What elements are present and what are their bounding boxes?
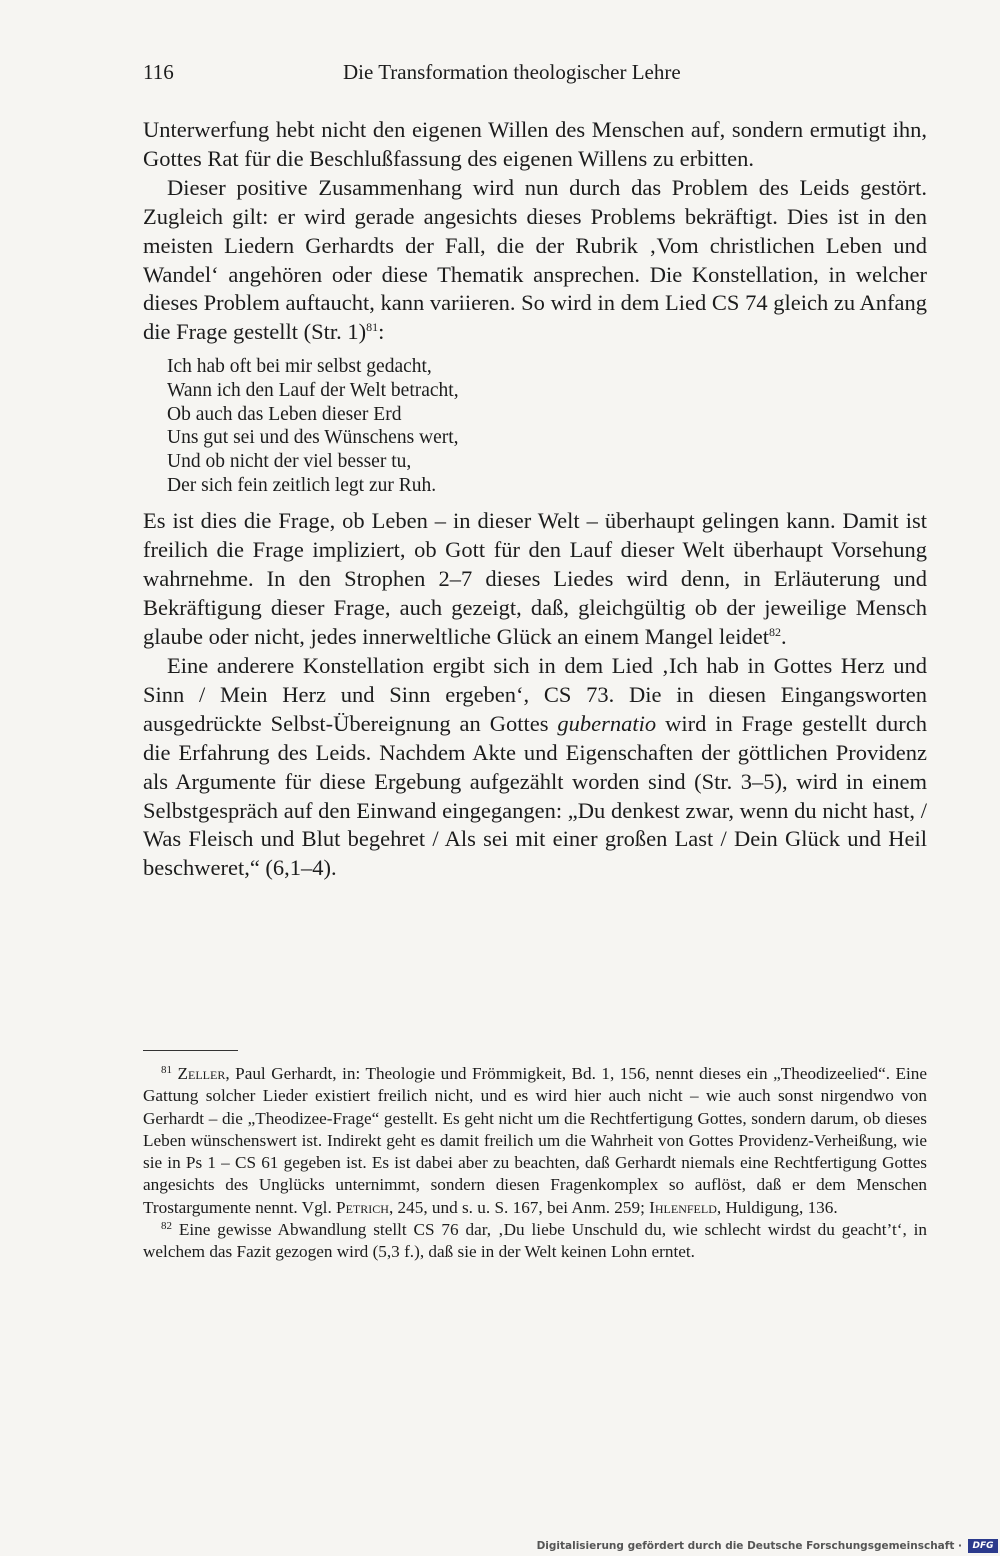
verse-line: Und ob nicht der viel besser tu, <box>167 451 412 473</box>
author-name: Zeller <box>177 1064 226 1083</box>
funding-text: Digitalisierung gefördert durch die Deutsche Forschungsgemeinschaft · <box>536 1540 962 1552</box>
footnote-separator <box>143 1050 238 1051</box>
footnote-ref-81[interactable]: 81 <box>366 320 379 335</box>
footnote-text: , Paul Gerhardt, in: Theologie und Frömmigkeit, Bd. 1, 156, nennt dieses ein „Theodizeelied“. Eine Gattung solcher Lieder existiert freilich nicht, und es wird hier auch nicht – wie auch sonst nirgendwo von Gerhardt – die „Theodizee-Frage“ gestellt. Es geht nicht um die Rechtfertigung Gottes, sondern darum, ob dieses Leben wünschenswert ist. Indirekt geht es damit freilich um die Wahrheit von Gottes Providenz-Verheißung, wie sie in Ps 1 – CS 61 gegeben ist. Es ist dabei aber zu beachten, daß Gerhardt niemals eine Rechtfertigung Gottes angesichts des Unglücks unternimmt, sondern diesen Fragenkomplex so auflöst, daß er dem Menschen Trostargumente nennt. Vgl. <box>143 1064 928 1217</box>
verse-line: Der sich fein zeitlich legt zur Ruh. <box>167 474 437 496</box>
running-title: Die Transformation theologischer Lehre <box>343 60 681 84</box>
paragraph-4-text-b: wird in Frage gestellt durch die Erfahrung des Leids. Nachdem Akte und Eigenschaften der göttlichen Providenz als Argumente für diese Ergebung aufgezählt worden sind (Str. 3–5), wird in einem Selbstgespräch auf den Einwand eingegangen: „Du denkest zwar, wenn du nicht hast, / Was Fleisch und Blut begehret / Als sei mit einer großen Last / Dein Glück und Heil beschweret,“ (6,1–4). <box>143 710 927 881</box>
verse-line: Wann ich den Lauf der Welt betracht, <box>167 379 459 401</box>
paragraph-3-end: . <box>781 624 787 650</box>
verse-line: Ich hab oft bei mir selbst gedacht, <box>167 356 432 378</box>
paragraph-2-text: Dieser positive Zusammenhang wird nun durch das Problem des Leids gestört. Zugleich gilt: er wird gerade angesichts dieses Problems bekräftigt. Dies ist in den meisten Liedern Gerhardts der Fall, die der Rubrik ‚Vom christlichen Leben und Wandel‘ angehören oder diese Thematik ansprechen. Die Konstellation, in welcher dieses Problem auftaucht, kann variieren. So wird in dem Lied CS 74 gleich zu Anfang die Frage gestellt (Str. 1) <box>143 174 927 345</box>
running-head <box>143 60 927 88</box>
footnote-mark: 81 <box>161 1064 172 1076</box>
paragraph-1-text: Unterwerfung hebt nicht den eigenen Willen des Menschen auf, sondern ermutigt ihn, Gottes Rat für die Beschlußfassung des eigenen Willens zu erbitten. <box>143 117 927 171</box>
footnote-text: , Huldigung, 136. <box>716 1197 838 1217</box>
paragraph-4 <box>143 652 927 883</box>
paragraph-4-text-a: Eine anderere Konstellation ergibt sich in dem Lied ‚Ich hab in Gottes Herz und Sinn / Mein Herz und Sinn ergeben‘, CS 73. Die in diesen Eingangsworten ausgedrückte Selbst-Übereignung an Gottes <box>143 653 927 736</box>
verse-line: Ob auch das Leben dieser Erd <box>167 403 402 425</box>
footnote-ref-82[interactable]: 82 <box>769 625 782 640</box>
footnote-mark: 82 <box>161 1220 172 1233</box>
paragraph-2-end: : <box>378 319 385 345</box>
author-name: Petrich <box>336 1197 389 1217</box>
footnote-82 <box>143 1219 927 1264</box>
main-text <box>143 116 927 883</box>
footnote-text: , 245, und s. u. S. 167, bei Anm. 259; <box>388 1197 650 1217</box>
footnote-text: Eine gewisse Abwandlung stellt CS 76 dar, ‚Du liebe Unschuld du, wie schlecht wirdst du geacht’t‘, in welchem das Fazit gezogen wird (5,3 f.), daß sie in der Welt keinen Lohn erntet. <box>143 1220 927 1262</box>
paragraph-2 <box>143 174 927 347</box>
paragraph-4-italic: gubernatio <box>557 710 657 736</box>
paragraph-3 <box>143 507 927 652</box>
verse-line: Uns gut sei und des Wünschens wert, <box>167 427 459 449</box>
footnotes <box>143 1063 927 1264</box>
footnote-81 <box>143 1063 927 1219</box>
paragraph-1 <box>143 116 927 174</box>
page-number: 116 <box>143 60 174 84</box>
dfg-logo-icon: DFG <box>968 1539 998 1553</box>
paragraph-3-text: Es ist dies die Frage, ob Leben – in dieser Welt – überhaupt gelingen kann. Damit ist freilich die Frage impliziert, ob Gott für den Lauf dieser Welt überhaupt Vorsehung wahrnehme. In den Strophen 2–7 dieses Liedes wird denn, in Erläuterung und Bekräftigung dieser Frage, auch gezeigt, daß, gleichgültig ob der jeweilige Mensch glaube oder nicht, jedes innerweltliche Glück an einem Mangel leidet <box>143 508 927 650</box>
funding-footer <box>536 1537 1000 1556</box>
author-name: Ihlenfeld <box>649 1197 717 1217</box>
verse-quote <box>167 355 927 497</box>
